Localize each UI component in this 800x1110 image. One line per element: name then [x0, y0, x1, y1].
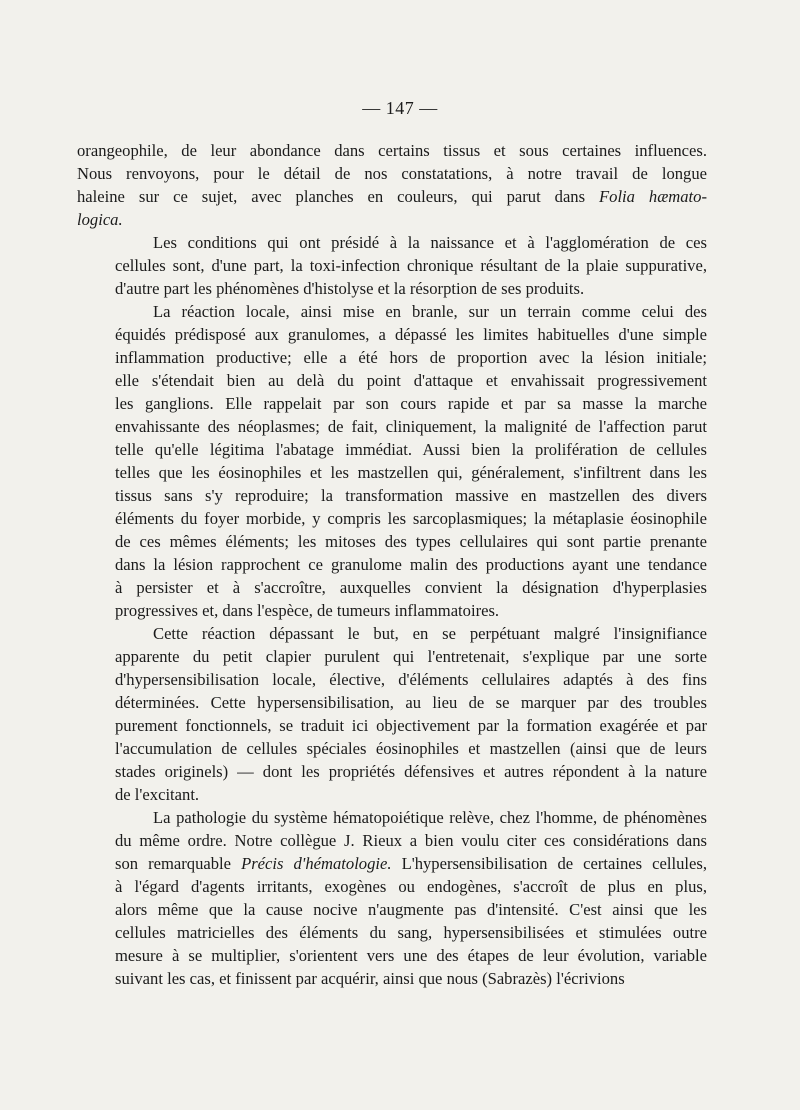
paragraph [77, 622, 707, 806]
text-line: La pathologie du système hématopoiétique relève, chez l'homme, de phénomènes [153, 808, 707, 827]
text-line: du même ordre. Notre collègue J. Rieux a bien voulu citer ces considérations dans [115, 831, 707, 850]
text-line: dans la lésion rapprochent ce granulome malin des productions ayant une tendance [115, 555, 707, 574]
text-line: tissus sans s'y reproduire; la transformation massive en mastzellen des divers [115, 486, 707, 505]
paragraph [77, 300, 707, 622]
text-line: telle qu'elle légitima l'abatage immédiat. Aussi bien la prolifération de cellules [115, 440, 707, 459]
text-line: les ganglions. Elle rappelait par son cours rapide et par sa masse la marche [115, 394, 707, 413]
paragraph [77, 231, 707, 300]
text-line: Les conditions qui ont présidé à la naissance et à l'agglomération de ces [153, 233, 707, 252]
text-line: déterminées. Cette hypersensibilisation, au lieu de se marquer par des troubles [115, 693, 707, 712]
text-line: d'autre part les phénomènes d'histolyse et la résorption de ses produits. [115, 279, 585, 298]
text-line: La réaction locale, ainsi mise en branle, sur un terrain comme celui des [153, 302, 707, 321]
text-line: logica. [77, 210, 123, 229]
text-line: mesure à se multiplier, s'orientent vers une des étapes de leur évolution, variable [115, 946, 707, 965]
text-line: envahissante des néoplasmes; de fait, cliniquement, la malignité de l'affection parut [115, 417, 707, 436]
text-line: de ces mêmes éléments; les mitoses des types cellulaires qui sont partie prenante [115, 532, 707, 551]
text-line: purement fonctionnels, se traduit ici objectivement par la formation exagérée et par [115, 716, 707, 735]
text-line: progressives et, dans l'espèce, de tumeurs inflammatoires. [115, 601, 500, 620]
text-line: stades originels) — dont les propriétés défensives et autres répondent à la nature [115, 762, 707, 781]
page-number: — 147 — [362, 98, 438, 118]
text-line: orangeophile, de leur abondance dans certains tissus et sous certaines influences. [77, 141, 707, 160]
text-line: Cette réaction dépassant le but, en se perpétuant malgré l'insignifiance [153, 624, 707, 643]
text-line: son remarquable Précis d'hématologie. L'hypersensibilisation de certaines cellules, [115, 854, 707, 873]
text-line: éléments du foyer morbide, y compris les sarcoplasmiques; la métaplasie éosinophile [115, 509, 707, 528]
text-line: cellules matricielles des éléments du sang, hypersensibilisées et stimulées outre [115, 923, 707, 942]
text-line: inflammation productive; elle a été hors de proportion avec la lésion initiale; [115, 348, 707, 367]
text-line: équidés prédisposé aux granulomes, a dépassé les limites habituelles d'une simple [115, 325, 707, 344]
text-line: elle s'étendait bien au delà du point d'attaque et envahissait progressivement [115, 371, 707, 390]
text-line: cellules sont, d'une part, la toxi-infection chronique résultant de la plaie suppurative, [115, 256, 707, 275]
text-line: à persister et à s'accroître, auxquelles convient la désignation d'hyperplasies [115, 578, 707, 597]
text-line: suivant les cas, et finissent par acquérir, ainsi que nous (Sabrazès) l'écrivions [115, 969, 625, 988]
body-text [77, 139, 707, 990]
text-line: alors même que la cause nocive n'augmente pas d'intensité. C'est ainsi que les [115, 900, 707, 919]
text-line: de l'excitant. [115, 785, 200, 804]
paragraph [77, 139, 707, 231]
text-line: Nous renvoyons, pour le détail de nos constatations, à notre travail de longue [77, 164, 707, 183]
text-line: telles que les éosinophiles et les mastzellen qui, généralement, s'infiltrent dans les [115, 463, 707, 482]
text-line: d'hypersensibilisation locale, élective, d'éléments cellulaires adaptés à des fins [115, 670, 707, 689]
text-line: haleine sur ce sujet, avec planches en couleurs, qui parut dans Folia hæmato- [77, 187, 707, 206]
text-line: l'accumulation de cellules spéciales éosinophiles et mastzellen (ainsi que de leurs [115, 739, 707, 758]
paragraph [77, 806, 707, 990]
text-line: à l'égard d'agents irritants, exogènes ou endogènes, s'accroît de plus en plus, [115, 877, 707, 896]
text-line: apparente du petit clapier purulent qui l'entretenait, s'explique par une sorte [115, 647, 707, 666]
